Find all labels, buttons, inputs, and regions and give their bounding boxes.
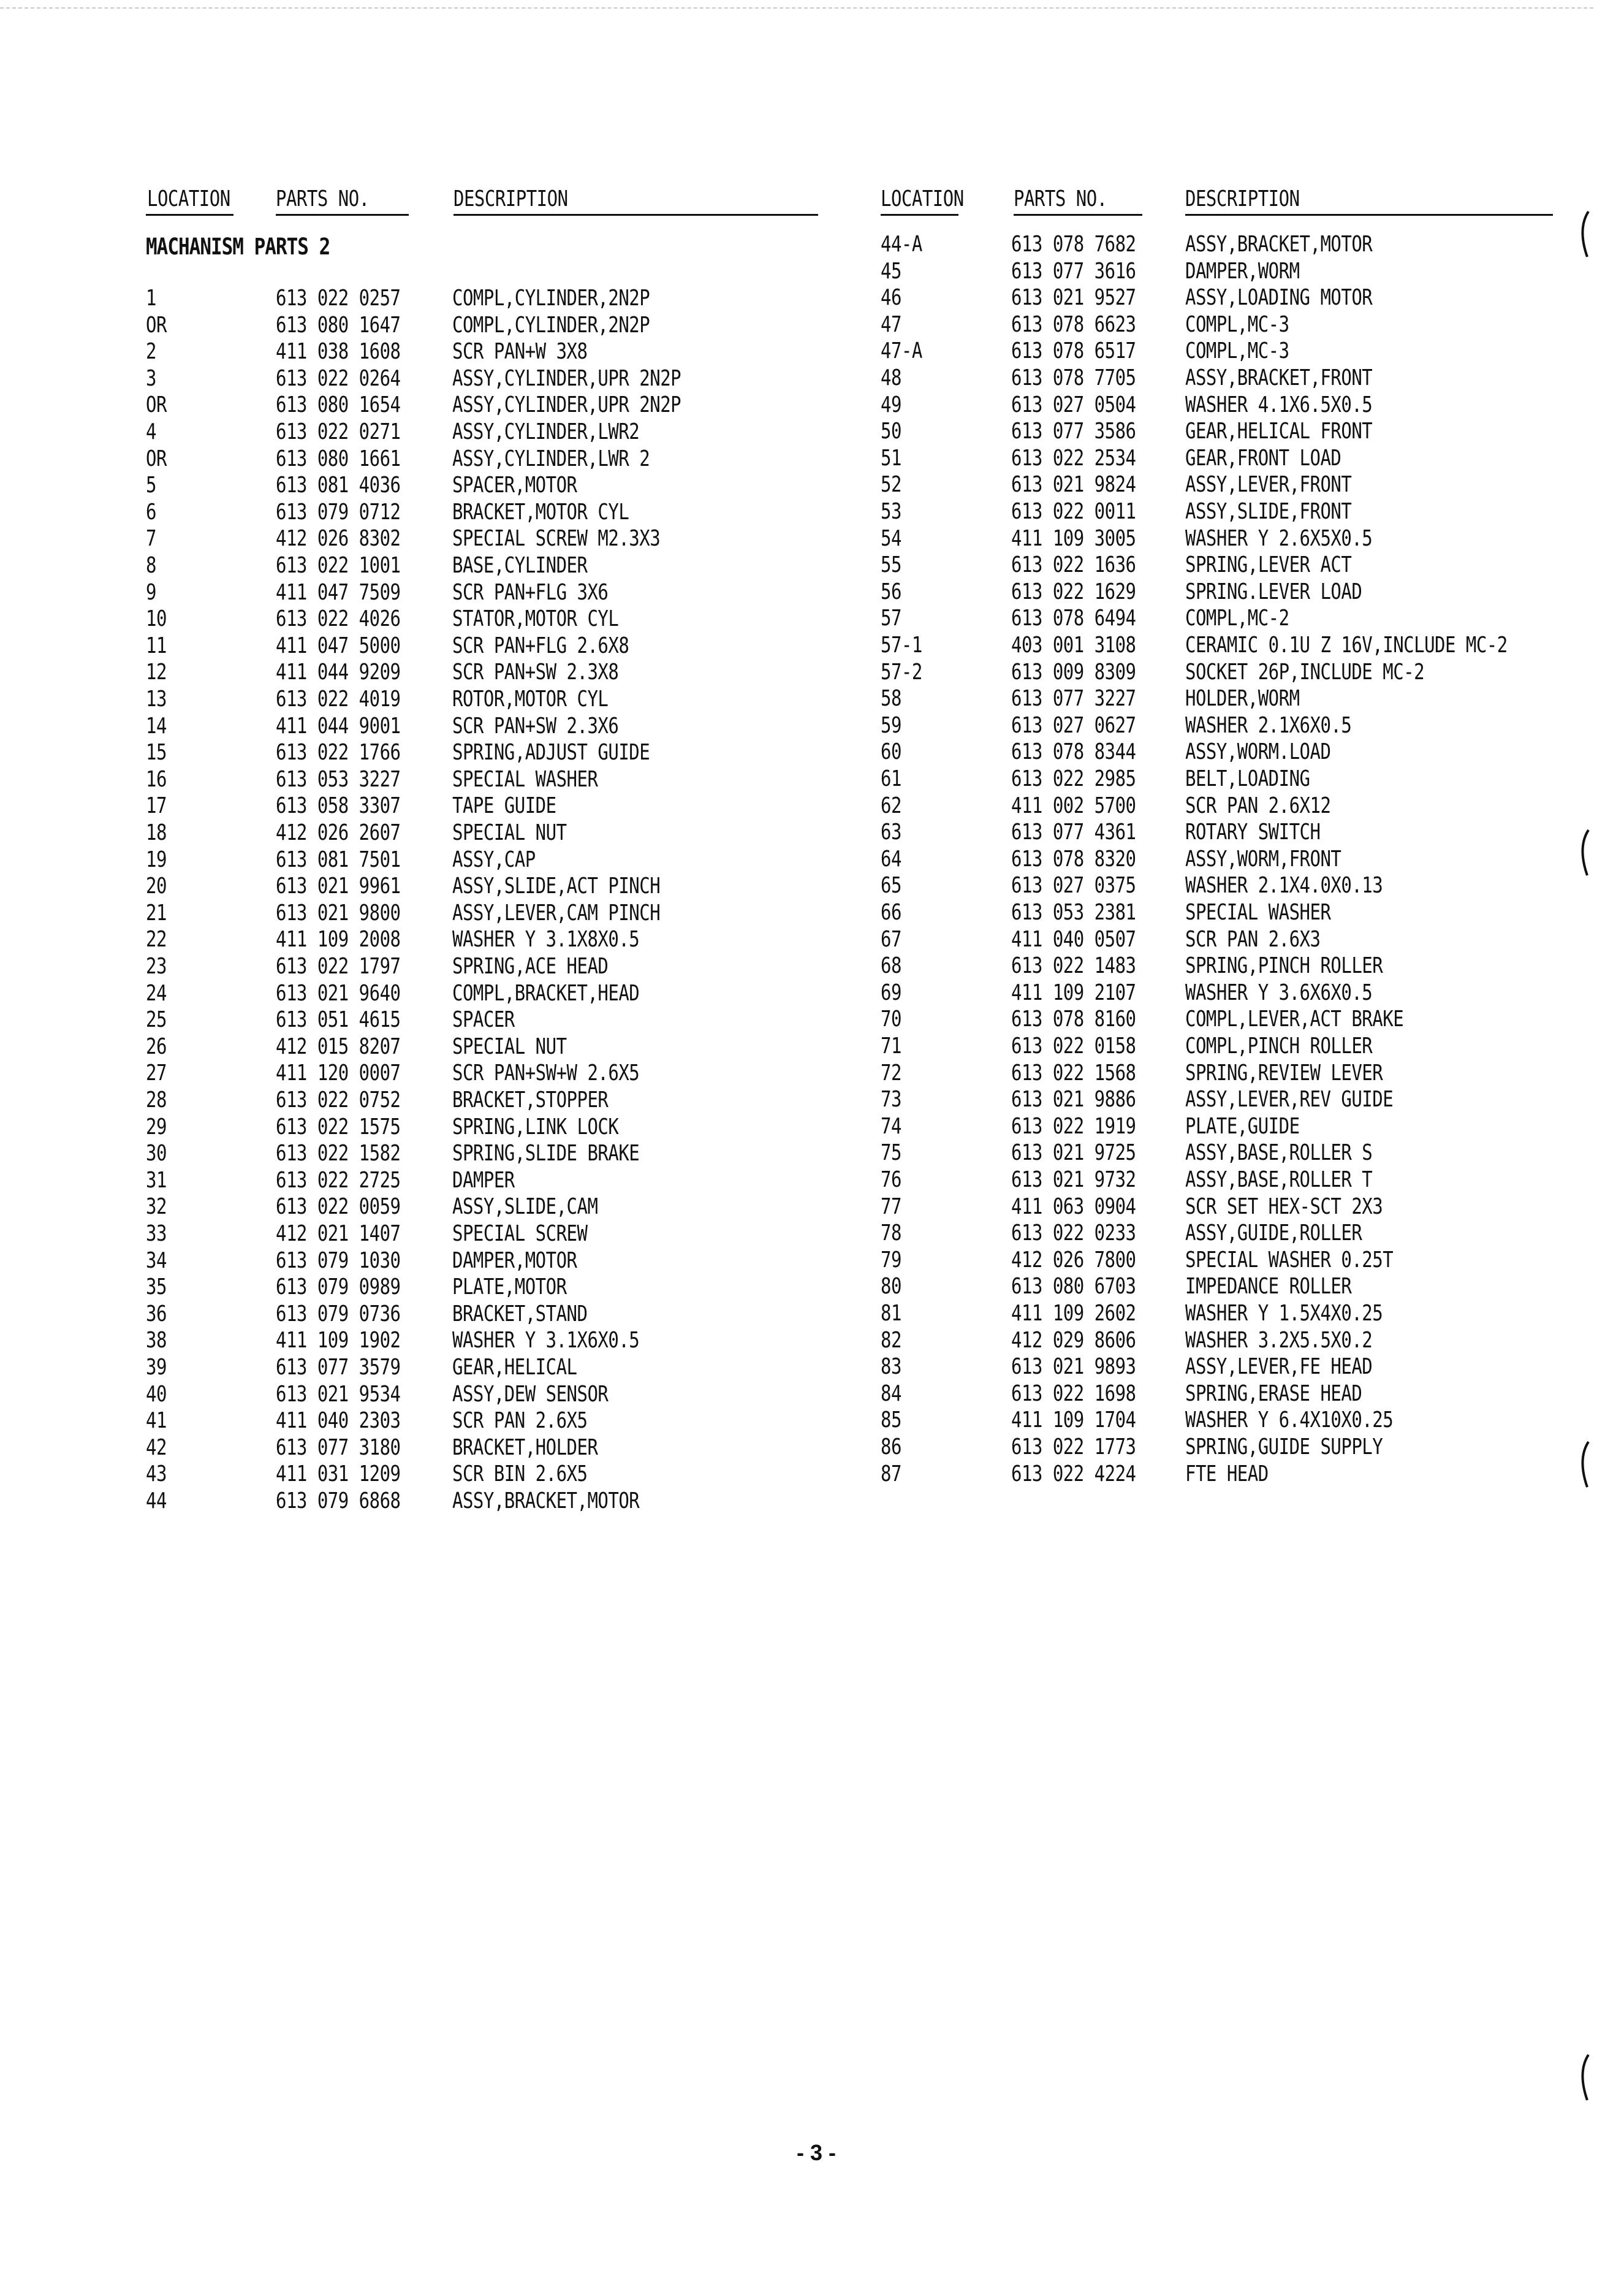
cell-location: 25 <box>146 1007 167 1032</box>
cell-parts-no: 613 021 9732 <box>1011 1166 1136 1192</box>
cell-parts-no: 613 027 0504 <box>1011 391 1136 417</box>
cell-location: 44 <box>146 1487 167 1513</box>
cell-parts-no: 613 022 0257 <box>276 284 401 311</box>
page-number: - 3 - <box>797 2140 837 2165</box>
cell-parts-no: 613 080 6703 <box>1011 1273 1136 1299</box>
cell-description: GEAR,HELICAL FRONT <box>1185 418 1373 444</box>
cell-parts-no: 613 080 1661 <box>276 445 401 471</box>
cell-parts-no: 613 022 4026 <box>276 606 401 631</box>
cell-location: 22 <box>146 926 167 952</box>
cell-parts-no: 411 109 2602 <box>1011 1300 1136 1326</box>
cell-description: SPECIAL NUT <box>452 819 567 845</box>
cell-parts-no: 613 077 3616 <box>1011 257 1136 284</box>
cell-parts-no: 403 001 3108 <box>1011 631 1136 658</box>
header-description: DESCRIPTION <box>1185 185 1300 211</box>
cell-location: 13 <box>146 685 167 712</box>
cell-description: WASHER 4.1X6.5X0.5 <box>1185 391 1373 417</box>
cell-description: ASSY,CAP <box>452 846 536 872</box>
cell-location: 54 <box>881 525 901 551</box>
cell-location: 24 <box>146 980 167 1006</box>
cell-description: GEAR,HELICAL <box>452 1353 577 1380</box>
cell-parts-no: 411 002 5700 <box>1011 792 1136 818</box>
cell-location: OR <box>146 445 167 471</box>
cell-parts-no: 613 079 0736 <box>276 1300 401 1327</box>
cell-location: 21 <box>146 899 167 926</box>
cell-location: 20 <box>146 873 167 899</box>
cell-parts-no: 613 022 1919 <box>1011 1113 1136 1139</box>
cell-parts-no: 613 022 0264 <box>276 365 401 391</box>
cell-parts-no: 411 040 0507 <box>1011 926 1136 952</box>
cell-location: 46 <box>881 284 901 310</box>
cell-parts-no: 613 022 1575 <box>276 1113 401 1140</box>
header-description: DESCRIPTION <box>453 185 568 211</box>
cell-parts-no: 613 022 2985 <box>1011 765 1136 791</box>
cell-location: 8 <box>146 552 156 578</box>
cell-parts-no: 613 077 3227 <box>1011 685 1136 711</box>
cell-parts-no: 613 078 6494 <box>1011 605 1136 631</box>
cell-location: 69 <box>881 979 901 1005</box>
cell-description: SPECIAL NUT <box>452 1033 567 1059</box>
cell-description: COMPL,MC-2 <box>1185 605 1289 631</box>
cell-location: 47-A <box>881 338 922 364</box>
cell-description: ASSY,BASE,ROLLER S <box>1185 1140 1373 1165</box>
cell-parts-no: 613 022 4019 <box>276 685 401 712</box>
cell-description: WASHER Y 3.1X6X0.5 <box>452 1327 640 1353</box>
cell-parts-no: 412 026 7800 <box>1011 1246 1136 1273</box>
cell-location: 7 <box>146 525 156 551</box>
cell-parts-no: 412 015 8207 <box>276 1033 401 1059</box>
cell-location: 34 <box>146 1247 167 1273</box>
cell-parts-no: 613 022 4224 <box>1011 1460 1136 1487</box>
cell-description: SPECIAL WASHER 0.25T <box>1185 1246 1394 1273</box>
cell-location: 84 <box>881 1380 901 1406</box>
cell-location: 15 <box>146 739 167 765</box>
cell-location: 78 <box>881 1220 901 1246</box>
cell-description: WASHER Y 3.1X8X0.5 <box>452 926 640 952</box>
cell-description: SCR PAN+W 3X8 <box>452 338 588 364</box>
cell-parts-no: 613 022 0233 <box>1011 1220 1136 1246</box>
cell-parts-no: 613 078 7682 <box>1011 230 1136 257</box>
cell-location: 38 <box>146 1327 167 1353</box>
cell-description: SPRING,ADJUST GUIDE <box>452 739 650 765</box>
cell-parts-no: 613 022 1582 <box>276 1140 401 1166</box>
cell-description: ASSY,CYLINDER,LWR 2 <box>452 445 650 471</box>
cell-description: SPRING,ACE HEAD <box>452 953 609 979</box>
cell-description: SPRING,REVIEW LEVER <box>1185 1059 1383 1086</box>
cell-parts-no: 411 047 7509 <box>276 579 401 605</box>
cell-location: 27 <box>146 1060 167 1086</box>
cell-location: 70 <box>881 1006 901 1032</box>
cell-parts-no: 613 021 9800 <box>276 899 401 926</box>
cell-description: WASHER Y 6.4X10X0.25 <box>1185 1407 1394 1433</box>
cell-description: SPECIAL SCREW M2.3X3 <box>452 525 661 551</box>
cell-description: DAMPER,WORM <box>1185 257 1300 284</box>
cell-description: SCR PAN+SW 2.3X6 <box>452 712 619 739</box>
cell-description: COMPL,LEVER,ACT BRAKE <box>1185 1006 1404 1032</box>
cell-description: SPACER <box>452 1007 515 1032</box>
cell-parts-no: 613 009 8309 <box>1011 658 1136 685</box>
cell-parts-no: 613 079 0989 <box>276 1274 401 1300</box>
cell-location: 33 <box>146 1220 167 1246</box>
cell-description: SPRING.LEVER LOAD <box>1185 578 1362 604</box>
cell-description: SPRING,PINCH ROLLER <box>1185 953 1383 978</box>
cell-description: ASSY,LEVER,FE HEAD <box>1185 1353 1373 1379</box>
cell-parts-no: 613 053 3227 <box>276 766 401 792</box>
cell-location: 18 <box>146 819 167 845</box>
cell-description: WASHER 3.2X5.5X0.2 <box>1185 1327 1373 1353</box>
cell-location: 68 <box>881 953 901 978</box>
header-parts-no: PARTS NO. <box>276 185 370 211</box>
cell-description: DAMPER,MOTOR <box>452 1247 577 1273</box>
cell-location: 81 <box>881 1300 901 1326</box>
cell-location: 80 <box>881 1273 901 1299</box>
header-location: LOCATION <box>881 185 964 211</box>
cell-parts-no: 613 022 1773 <box>1011 1433 1136 1460</box>
header-parts-no: PARTS NO. <box>1014 185 1107 211</box>
cell-location: 48 <box>881 364 901 390</box>
cell-description: SPECIAL SCREW <box>452 1220 588 1246</box>
cell-location: 50 <box>881 418 901 444</box>
cell-description: BRACKET,STOPPER <box>452 1086 609 1113</box>
cell-parts-no: 613 027 0627 <box>1011 712 1136 738</box>
cell-parts-no: 613 021 9886 <box>1011 1086 1136 1112</box>
cell-parts-no: 613 077 3579 <box>276 1353 401 1380</box>
cell-location: 28 <box>146 1086 167 1113</box>
cell-description: SCR PAN+FLG 2.6X8 <box>452 632 629 658</box>
cell-location: 67 <box>881 926 901 952</box>
cell-description: SCR SET HEX-SCT 2X3 <box>1185 1193 1383 1219</box>
cell-parts-no: 613 022 1629 <box>1011 578 1136 604</box>
cell-parts-no: 613 079 1030 <box>276 1247 401 1273</box>
cell-parts-no: 613 021 9725 <box>1011 1140 1136 1165</box>
cell-location: 4 <box>146 418 156 444</box>
cell-description: ASSY,CYLINDER,UPR 2N2P <box>452 365 681 391</box>
punch-hole-arc-icon <box>1575 2054 1599 2103</box>
cell-parts-no: 613 022 0158 <box>1011 1032 1136 1059</box>
cell-description: ASSY,LOADING MOTOR <box>1185 284 1373 310</box>
cell-parts-no: 411 044 9209 <box>276 659 401 685</box>
cell-parts-no: 613 078 8344 <box>1011 739 1136 764</box>
cell-parts-no: 613 077 3586 <box>1011 418 1136 444</box>
cell-description: BRACKET,HOLDER <box>452 1434 598 1460</box>
cell-description: GEAR,FRONT LOAD <box>1185 444 1341 471</box>
cell-parts-no: 411 040 2303 <box>276 1407 401 1433</box>
cell-location: 6 <box>146 498 156 525</box>
cell-parts-no: 412 026 2607 <box>276 819 401 845</box>
cell-description: PLATE,GUIDE <box>1185 1113 1300 1139</box>
cell-description: ASSY,SLIDE,CAM <box>452 1194 598 1219</box>
cell-parts-no: 613 021 9640 <box>276 980 401 1006</box>
cell-location: 10 <box>146 606 167 631</box>
cell-parts-no: 411 038 1608 <box>276 338 401 364</box>
cell-location: 76 <box>881 1166 901 1192</box>
cell-description: COMPL,MC-3 <box>1185 338 1289 364</box>
cell-parts-no: 613 021 9527 <box>1011 284 1136 310</box>
cell-location: 39 <box>146 1353 167 1380</box>
cell-description: SCR PAN+SW 2.3X8 <box>452 659 619 685</box>
cell-description: FTE HEAD <box>1185 1460 1269 1487</box>
cell-location: 63 <box>881 819 901 845</box>
cell-parts-no: 613 058 3307 <box>276 793 401 818</box>
cell-location: 40 <box>146 1380 167 1407</box>
cell-description: BASE,CYLINDER <box>452 552 588 578</box>
cell-location: 5 <box>146 472 156 498</box>
cell-location: 45 <box>881 257 901 284</box>
cell-description: COMPL,MC-3 <box>1185 311 1289 337</box>
cell-location: 79 <box>881 1246 901 1273</box>
cell-description: SPECIAL WASHER <box>452 766 598 792</box>
cell-description: SCR PAN+SW+W 2.6X5 <box>452 1060 640 1086</box>
cell-description: ASSY,SLIDE,ACT PINCH <box>452 873 661 899</box>
cell-description: WASHER Y 1.5X4X0.25 <box>1185 1300 1383 1326</box>
cell-location: 55 <box>881 552 901 577</box>
cell-parts-no: 613 080 1647 <box>276 311 401 338</box>
cell-description: WASHER 2.1X4.0X0.13 <box>1185 872 1383 898</box>
cell-description: COMPL,CYLINDER,2N2P <box>452 284 650 311</box>
cell-location: 83 <box>881 1353 901 1379</box>
cell-location: 11 <box>146 632 167 658</box>
cell-location: 53 <box>881 498 901 524</box>
cell-description: ASSY,SLIDE,FRONT <box>1185 498 1352 524</box>
cell-description: SPRING,LINK LOCK <box>452 1113 619 1140</box>
cell-parts-no: 411 044 9001 <box>276 712 401 739</box>
cell-parts-no: 613 078 8320 <box>1011 845 1136 872</box>
cell-location: 51 <box>881 444 901 471</box>
cell-description: SCR BIN 2.6X5 <box>452 1461 588 1487</box>
cell-parts-no: 613 081 7501 <box>276 846 401 872</box>
cell-description: BRACKET,MOTOR CYL <box>452 498 629 525</box>
cell-location: OR <box>146 392 167 417</box>
cell-location: 74 <box>881 1113 901 1139</box>
cell-parts-no: 411 031 1209 <box>276 1461 401 1487</box>
cell-description: COMPL,PINCH ROLLER <box>1185 1032 1373 1059</box>
cell-description: SPRING,GUIDE SUPPLY <box>1185 1433 1383 1460</box>
scan-edge-artifact <box>0 7 1593 9</box>
cell-description: WASHER Y 3.6X6X0.5 <box>1185 979 1373 1005</box>
cell-location: 32 <box>146 1194 167 1219</box>
cell-location: 71 <box>881 1032 901 1059</box>
cell-parts-no: 613 053 2381 <box>1011 899 1136 925</box>
cell-location: 56 <box>881 578 901 604</box>
cell-parts-no: 613 022 0752 <box>276 1086 401 1113</box>
header-location-underline <box>146 214 233 216</box>
cell-location: 14 <box>146 712 167 739</box>
cell-location: 72 <box>881 1059 901 1086</box>
cell-description: BELT,LOADING <box>1185 765 1310 791</box>
cell-parts-no: 613 021 9961 <box>276 873 401 899</box>
header-parts-no-underline <box>1014 214 1142 216</box>
cell-parts-no: 411 109 1704 <box>1011 1407 1136 1433</box>
cell-parts-no: 613 022 1568 <box>1011 1059 1136 1086</box>
cell-description: SPACER,MOTOR <box>452 472 577 498</box>
header-location-underline <box>881 214 958 216</box>
cell-description: ROTARY SWITCH <box>1185 819 1321 845</box>
cell-parts-no: 613 022 1483 <box>1011 953 1136 978</box>
cell-description: WASHER 2.1X6X0.5 <box>1185 712 1352 738</box>
cell-location: OR <box>146 311 167 338</box>
cell-location: 2 <box>146 338 156 364</box>
cell-description: ASSY,CYLINDER,UPR 2N2P <box>452 392 681 417</box>
cell-description: ASSY,BASE,ROLLER T <box>1185 1166 1373 1192</box>
cell-description: BRACKET,STAND <box>452 1300 588 1327</box>
header-description-underline <box>453 214 818 216</box>
cell-parts-no: 613 077 4361 <box>1011 819 1136 845</box>
cell-location: 12 <box>146 659 167 685</box>
cell-description: DAMPER <box>452 1167 515 1193</box>
cell-description: ASSY,GUIDE,ROLLER <box>1185 1220 1362 1246</box>
cell-location: 57 <box>881 605 901 631</box>
cell-location: 26 <box>146 1033 167 1059</box>
cell-location: 65 <box>881 872 901 898</box>
cell-description: ASSY,LEVER,FRONT <box>1185 471 1352 497</box>
cell-description: PLATE,MOTOR <box>452 1274 567 1300</box>
cell-location: 29 <box>146 1113 167 1140</box>
cell-parts-no: 613 022 1698 <box>1011 1380 1136 1406</box>
cell-location: 9 <box>146 579 156 605</box>
cell-description: ASSY,WORM.LOAD <box>1185 739 1331 764</box>
cell-description: ASSY,DEW SENSOR <box>452 1380 609 1407</box>
cell-description: COMPL,CYLINDER,2N2P <box>452 311 650 338</box>
cell-parts-no: 613 022 2725 <box>276 1167 401 1193</box>
cell-location: 16 <box>146 766 167 792</box>
cell-parts-no: 411 109 3005 <box>1011 525 1136 551</box>
punch-hole-arc-icon <box>1575 829 1599 878</box>
cell-parts-no: 411 063 0904 <box>1011 1193 1136 1219</box>
cell-parts-no: 613 078 7705 <box>1011 364 1136 390</box>
cell-parts-no: 613 051 4615 <box>276 1007 401 1032</box>
cell-parts-no: 613 021 9824 <box>1011 471 1136 497</box>
cell-location: 57-1 <box>881 631 922 658</box>
cell-location: 64 <box>881 845 901 872</box>
cell-description: SCR PAN 2.6X12 <box>1185 792 1331 818</box>
cell-location: 52 <box>881 471 901 497</box>
cell-location: 62 <box>881 792 901 818</box>
punch-hole-arc-icon <box>1575 210 1599 259</box>
cell-location: 35 <box>146 1274 167 1300</box>
cell-location: 87 <box>881 1460 901 1487</box>
cell-description: SCR PAN+FLG 3X6 <box>452 579 609 605</box>
cell-location: 82 <box>881 1327 901 1353</box>
cell-parts-no: 613 022 1766 <box>276 739 401 765</box>
cell-location: 60 <box>881 739 901 764</box>
cell-parts-no: 411 047 5000 <box>276 632 401 658</box>
cell-location: 61 <box>881 765 901 791</box>
cell-location: 42 <box>146 1434 167 1460</box>
cell-parts-no: 613 022 0011 <box>1011 498 1136 524</box>
cell-location: 1 <box>146 284 156 311</box>
cell-description: SPECIAL WASHER <box>1185 899 1331 925</box>
cell-parts-no: 613 079 0712 <box>276 498 401 525</box>
cell-description: SPRING,ERASE HEAD <box>1185 1380 1362 1406</box>
cell-parts-no: 613 022 0059 <box>276 1194 401 1219</box>
cell-location: 57-2 <box>881 658 922 685</box>
cell-description: ASSY,BRACKET,MOTOR <box>452 1487 640 1513</box>
cell-description: WASHER Y 2.6X5X0.5 <box>1185 525 1373 551</box>
cell-location: 41 <box>146 1407 167 1433</box>
cell-parts-no: 613 022 2534 <box>1011 444 1136 471</box>
cell-location: 85 <box>881 1407 901 1433</box>
cell-description: ASSY,LEVER,REV GUIDE <box>1185 1086 1394 1112</box>
section-title: MACHANISM PARTS 2 <box>146 234 330 261</box>
cell-parts-no: 411 109 1902 <box>276 1327 401 1353</box>
cell-description: ASSY,LEVER,CAM PINCH <box>452 899 661 926</box>
cell-parts-no: 613 077 3180 <box>276 1434 401 1460</box>
cell-parts-no: 613 080 1654 <box>276 392 401 417</box>
cell-location: 77 <box>881 1193 901 1219</box>
cell-description: ROTOR,MOTOR CYL <box>452 685 609 712</box>
cell-parts-no: 613 081 4036 <box>276 472 401 498</box>
cell-location: 31 <box>146 1167 167 1193</box>
cell-parts-no: 613 021 9893 <box>1011 1353 1136 1379</box>
cell-location: 59 <box>881 712 901 738</box>
cell-parts-no: 411 109 2008 <box>276 926 401 952</box>
cell-parts-no: 412 021 1407 <box>276 1220 401 1246</box>
cell-location: 86 <box>881 1433 901 1460</box>
cell-parts-no: 613 022 0271 <box>276 418 401 444</box>
header-location: LOCATION <box>147 185 230 211</box>
cell-description: TAPE GUIDE <box>452 793 556 818</box>
cell-description: SPRING,LEVER ACT <box>1185 552 1352 577</box>
cell-location: 44-A <box>881 230 922 257</box>
cell-parts-no: 412 026 8302 <box>276 525 401 551</box>
cell-description: SCR PAN 2.6X5 <box>452 1407 588 1433</box>
cell-location: 66 <box>881 899 901 925</box>
cell-parts-no: 613 022 1636 <box>1011 552 1136 577</box>
cell-parts-no: 613 078 6517 <box>1011 338 1136 364</box>
cell-parts-no: 412 029 8606 <box>1011 1327 1136 1353</box>
cell-parts-no: 613 078 6623 <box>1011 311 1136 337</box>
cell-parts-no: 613 022 1001 <box>276 552 401 578</box>
punch-hole-arc-icon <box>1575 1441 1599 1490</box>
cell-description: ASSY,WORM,FRONT <box>1185 845 1341 872</box>
cell-parts-no: 613 078 8160 <box>1011 1006 1136 1032</box>
cell-location: 3 <box>146 365 156 391</box>
cell-description: ASSY,BRACKET,FRONT <box>1185 364 1373 390</box>
cell-parts-no: 613 021 9534 <box>276 1380 401 1407</box>
cell-location: 19 <box>146 846 167 872</box>
cell-location: 49 <box>881 391 901 417</box>
cell-location: 47 <box>881 311 901 337</box>
cell-description: SCR PAN 2.6X3 <box>1185 926 1321 952</box>
cell-location: 75 <box>881 1140 901 1165</box>
cell-location: 23 <box>146 953 167 979</box>
cell-description: CERAMIC 0.1U Z 16V,INCLUDE MC-2 <box>1185 631 1508 658</box>
header-description-underline <box>1185 214 1553 216</box>
header-parts-no-underline <box>276 214 409 216</box>
cell-location: 30 <box>146 1140 167 1166</box>
cell-description: IMPEDANCE ROLLER <box>1185 1273 1352 1299</box>
cell-description: COMPL,BRACKET,HEAD <box>452 980 640 1006</box>
cell-parts-no: 613 027 0375 <box>1011 872 1136 898</box>
cell-description: STATOR,MOTOR CYL <box>452 606 619 631</box>
cell-parts-no: 411 120 0007 <box>276 1060 401 1086</box>
cell-description: ASSY,BRACKET,MOTOR <box>1185 230 1373 257</box>
cell-location: 73 <box>881 1086 901 1112</box>
cell-parts-no: 613 079 6868 <box>276 1487 401 1513</box>
cell-parts-no: 411 109 2107 <box>1011 979 1136 1005</box>
cell-description: SOCKET 26P,INCLUDE MC-2 <box>1185 658 1425 685</box>
cell-location: 43 <box>146 1461 167 1487</box>
cell-location: 58 <box>881 685 901 711</box>
cell-description: HOLDER,WORM <box>1185 685 1300 711</box>
cell-description: ASSY,CYLINDER,LWR2 <box>452 418 640 444</box>
cell-parts-no: 613 022 1797 <box>276 953 401 979</box>
cell-description: SPRING,SLIDE BRAKE <box>452 1140 640 1166</box>
cell-location: 17 <box>146 793 167 818</box>
cell-location: 36 <box>146 1300 167 1327</box>
